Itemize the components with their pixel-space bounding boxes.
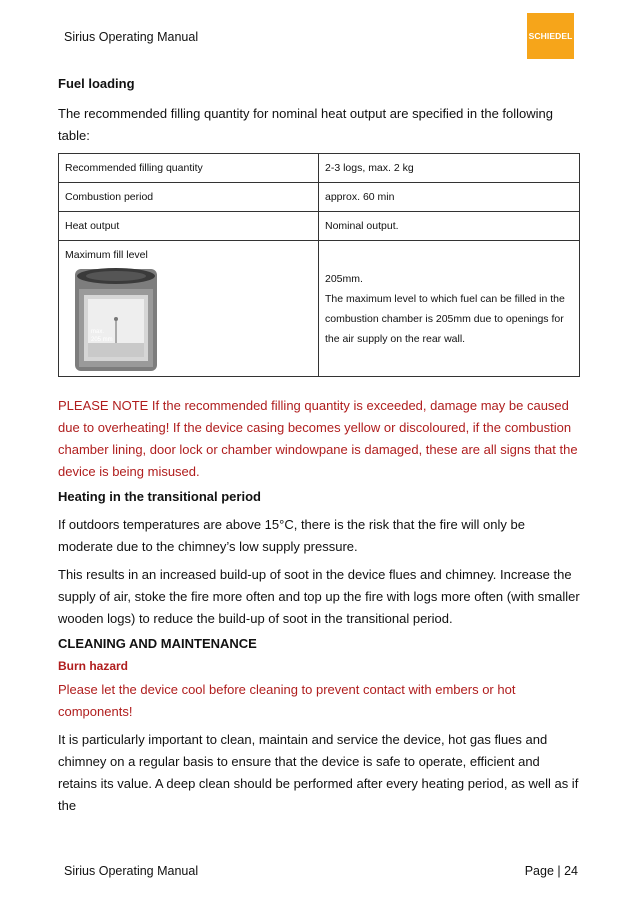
fuel-intro: The recommended filling quantity for nominal heat output are specified in the following table: <box>58 106 554 143</box>
table-row-fill-level <box>59 241 580 377</box>
page-content <box>58 76 580 817</box>
overfill-warning: PLEASE NOTE If the recommended filling quantity is exceeded, damage may be caused due to overheating! If the device casing becomes yellow or discoloured, if the combustion chamber lining, door lock or chamber windowpane is damaged, these are all signs that the device is being misused. <box>58 398 578 479</box>
burn-hazard-heading: Burn hazard <box>58 659 129 673</box>
transitional-paragraph-2: This results in an increased build-up of soot in the device flues and chimney. Increase the supply of air, stoke the fire more often and top up the fire with logs more often (with smaller wooden logs) to reduce the build-up of soot in the transitional period. <box>58 567 580 626</box>
table-row <box>59 183 580 212</box>
transitional-paragraph-1: If outdoors temperatures are above 15°C, there is the risk that the fire will only be moderate due to the chimney’s low supply pressure. <box>58 517 525 554</box>
cleaning-paragraph: It is particularly important to clean, maintain and service the device, hot gas flues and chimney on a regular basis to ensure that the device is safe to operate, efficient and retains its value. A deep clean should be performed after every heating period, as well as if the <box>58 732 579 813</box>
footer-title: Sirius Operating Manual <box>64 864 199 878</box>
table-cell-label: Combustion period <box>59 183 319 212</box>
table-cell-value: approx. 60 min <box>319 183 580 212</box>
logo-text: SCHIEDEL <box>528 31 573 41</box>
fill-level-value: 205mm. <box>325 272 363 285</box>
burn-hazard-text: Please let the device cool before cleaning to prevent contact with embers or hot components! <box>58 682 516 719</box>
table-cell-label: Recommended filling quantity <box>59 154 319 183</box>
fuel-loading-heading: Fuel loading <box>58 76 135 91</box>
stove-image <box>73 267 159 373</box>
fill-level-label: Maximum fill level <box>65 249 148 261</box>
table-cell-label: Heat output <box>59 212 319 241</box>
stove-max-label: max. <box>91 329 105 335</box>
stove-mm-label: 205 mm <box>91 337 113 343</box>
schiedel-logo <box>527 13 574 59</box>
table-row <box>59 154 580 183</box>
fill-level-description: The maximum level to which fuel can be filled in the combustion chamber is 205mm due to openings for the air supply on the rear wall. <box>325 292 565 345</box>
table-cell-value: 2-3 logs, max. 2 kg <box>319 154 580 183</box>
table-cell-value <box>319 241 580 377</box>
table-cell-value: Nominal output. <box>319 212 580 241</box>
transitional-heading: Heating in the transitional period <box>58 489 261 504</box>
table-row <box>59 212 580 241</box>
cleaning-heading: CLEANING AND MAINTENANCE <box>58 636 257 651</box>
footer-page-number: Page | 24 <box>524 864 578 878</box>
table-cell-label <box>59 241 319 377</box>
header-title: Sirius Operating Manual <box>64 30 199 44</box>
filling-table <box>58 153 580 377</box>
